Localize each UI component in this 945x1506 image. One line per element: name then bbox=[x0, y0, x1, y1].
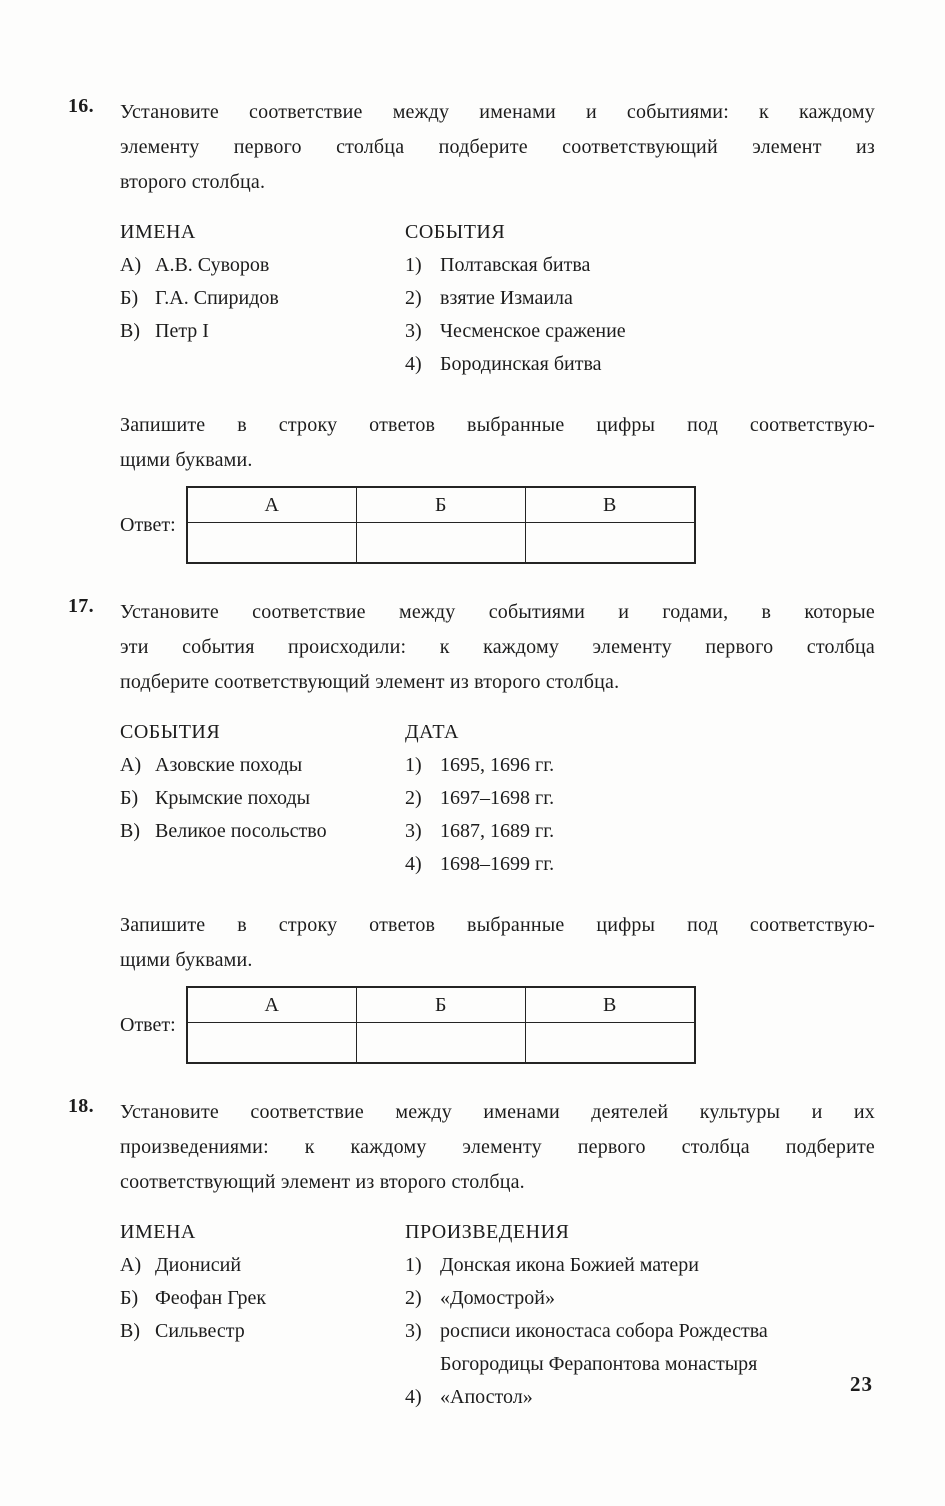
item-text: Донская икона Божией матери bbox=[440, 1254, 699, 1276]
item-marker: 1) bbox=[405, 254, 422, 276]
item-marker: 3) bbox=[405, 320, 422, 342]
prompt-line: Установите соответствие между именами и событиями: к каждому bbox=[120, 101, 875, 123]
match-item bbox=[120, 1282, 405, 1315]
match-item bbox=[120, 749, 405, 782]
instruction-line: щими буквами. bbox=[120, 949, 253, 971]
item-text: Азовские походы bbox=[155, 754, 303, 776]
item-marker: Б) bbox=[120, 787, 139, 809]
question-18 bbox=[68, 1095, 875, 1414]
right-column-header: ДАТА bbox=[405, 721, 459, 743]
right-column bbox=[405, 216, 875, 381]
answer-table bbox=[186, 986, 696, 1064]
match-item bbox=[405, 749, 875, 782]
item-text: взятие Измаила bbox=[440, 287, 573, 309]
answer-header-row bbox=[187, 987, 695, 1023]
item-marker: 3) bbox=[405, 820, 422, 842]
prompt-line: соответствующий элемент из второго столбца. bbox=[120, 1171, 525, 1193]
match-item bbox=[405, 282, 875, 315]
item-text: Бородинская битва bbox=[440, 353, 602, 375]
left-column bbox=[120, 1216, 405, 1414]
matching-columns bbox=[120, 216, 875, 381]
question-prompt bbox=[120, 595, 875, 700]
item-marker: 1) bbox=[405, 754, 422, 776]
answer-cell-a bbox=[187, 1023, 357, 1064]
instruction-line: Запишите в строку ответов выбранные цифры под соответствую- bbox=[120, 414, 875, 436]
left-column-header: ИМЕНА bbox=[120, 221, 196, 243]
right-column-header: ПРОИЗВЕДЕНИЯ bbox=[405, 1221, 570, 1243]
match-item bbox=[405, 815, 875, 848]
item-text: Великое посольство bbox=[155, 820, 327, 842]
answer-col-header-b: Б bbox=[356, 487, 525, 523]
item-text: Крымские походы bbox=[155, 787, 311, 809]
item-marker: 2) bbox=[405, 787, 422, 809]
instruction-line: щими буквами. bbox=[120, 449, 253, 471]
question-prompt bbox=[120, 1095, 875, 1200]
prompt-line: эти события происходили: к каждому элементу первого столбца bbox=[120, 636, 875, 658]
item-text: Г.А. Спиридов bbox=[155, 287, 279, 309]
item-marker: В) bbox=[120, 1320, 140, 1342]
match-item bbox=[120, 782, 405, 815]
question-prompt bbox=[120, 95, 875, 200]
match-item bbox=[120, 282, 405, 315]
item-marker: 4) bbox=[405, 853, 422, 875]
prompt-line: элементу первого столбца подберите соответствующий элемент из bbox=[120, 136, 875, 158]
matching-columns bbox=[120, 716, 875, 881]
answer-input-row bbox=[187, 1023, 695, 1064]
question-number: 16. bbox=[68, 95, 94, 117]
left-column bbox=[120, 216, 405, 381]
right-column-header: СОБЫТИЯ bbox=[405, 221, 506, 243]
prompt-line: Установите соответствие между именами деятелей культуры и их bbox=[120, 1101, 875, 1123]
answer-col-header-b: Б bbox=[356, 987, 525, 1023]
item-marker: 2) bbox=[405, 287, 422, 309]
match-item bbox=[405, 249, 875, 282]
item-marker: Б) bbox=[120, 287, 139, 309]
item-marker: 4) bbox=[405, 1386, 422, 1408]
page-number: 23 bbox=[850, 1372, 873, 1396]
answer-label: Ответ: bbox=[120, 1013, 176, 1036]
answer-label: Ответ: bbox=[120, 513, 176, 536]
item-text: «Апостол» bbox=[440, 1386, 533, 1408]
item-marker: 2) bbox=[405, 1287, 422, 1309]
answer-row bbox=[120, 986, 875, 1064]
item-marker: 1) bbox=[405, 1254, 422, 1276]
item-text: Дионисий bbox=[155, 1254, 242, 1276]
instruction-line: Запишите в строку ответов выбранные цифры под соответствую- bbox=[120, 914, 875, 936]
item-marker: 3) bbox=[405, 1320, 422, 1342]
item-text: 1687, 1689 гг. bbox=[440, 820, 555, 842]
match-item bbox=[120, 315, 405, 348]
item-marker: 4) bbox=[405, 353, 422, 375]
match-item bbox=[120, 815, 405, 848]
matching-columns bbox=[120, 1216, 875, 1414]
match-item bbox=[120, 1249, 405, 1282]
match-item bbox=[405, 348, 875, 381]
answer-col-header-a: А bbox=[187, 487, 357, 523]
match-item bbox=[405, 315, 875, 348]
item-text: Полтавская битва bbox=[440, 254, 591, 276]
item-marker: А) bbox=[120, 254, 142, 276]
item-text: А.В. Суворов bbox=[155, 254, 270, 276]
item-text: «Домострой» bbox=[440, 1287, 555, 1309]
item-text: 1697–1698 гг. bbox=[440, 787, 555, 809]
answer-header-row bbox=[187, 487, 695, 523]
item-text: Петр I bbox=[155, 320, 209, 342]
match-item bbox=[120, 1315, 405, 1348]
answer-col-header-a: А bbox=[187, 987, 357, 1023]
left-column-header: ИМЕНА bbox=[120, 1221, 196, 1243]
item-marker: А) bbox=[120, 1254, 142, 1276]
item-marker: В) bbox=[120, 320, 140, 342]
item-text: росписи иконостаса собора Рождества Богородицы Ферапонтова монастыря bbox=[440, 1320, 768, 1375]
question-number: 17. bbox=[68, 595, 94, 617]
item-text: 1695, 1696 гг. bbox=[440, 754, 555, 776]
item-text: Сильвестр bbox=[155, 1320, 245, 1342]
match-item bbox=[405, 782, 875, 815]
left-column-header: СОБЫТИЯ bbox=[120, 721, 221, 743]
answer-cell-v bbox=[525, 1023, 695, 1064]
right-column bbox=[405, 1216, 875, 1414]
match-item bbox=[405, 848, 875, 881]
question-17 bbox=[68, 595, 875, 1064]
match-item bbox=[405, 1249, 875, 1282]
prompt-line: произведениями: к каждому элементу первого столбца подберите bbox=[120, 1136, 875, 1158]
answer-cell-v bbox=[525, 523, 695, 564]
item-marker: В) bbox=[120, 820, 140, 842]
match-item bbox=[120, 249, 405, 282]
left-column bbox=[120, 716, 405, 881]
match-item bbox=[405, 1381, 875, 1414]
answer-cell-b bbox=[356, 523, 525, 564]
answer-col-header-v: В bbox=[525, 487, 695, 523]
match-item bbox=[405, 1315, 875, 1381]
question-16 bbox=[68, 95, 875, 564]
answer-input-row bbox=[187, 523, 695, 564]
prompt-line: подберите соответствующий элемент из второго столбца. bbox=[120, 671, 620, 693]
prompt-line: второго столбца. bbox=[120, 171, 266, 193]
write-answer-instruction bbox=[120, 408, 875, 478]
write-answer-instruction bbox=[120, 908, 875, 978]
item-marker: Б) bbox=[120, 1287, 139, 1309]
prompt-line: Установите соответствие между событиями и годами, в которые bbox=[120, 601, 875, 623]
answer-cell-b bbox=[356, 1023, 525, 1064]
right-column bbox=[405, 716, 875, 881]
answer-row bbox=[120, 486, 875, 564]
match-item bbox=[405, 1282, 875, 1315]
answer-col-header-v: В bbox=[525, 987, 695, 1023]
item-text: Феофан Грек bbox=[155, 1287, 267, 1309]
answer-cell-a bbox=[187, 523, 357, 564]
question-number: 18. bbox=[68, 1095, 94, 1117]
item-text: 1698–1699 гг. bbox=[440, 853, 555, 875]
item-text: Чесменское сражение bbox=[440, 320, 626, 342]
answer-table bbox=[186, 486, 696, 564]
item-marker: А) bbox=[120, 754, 142, 776]
